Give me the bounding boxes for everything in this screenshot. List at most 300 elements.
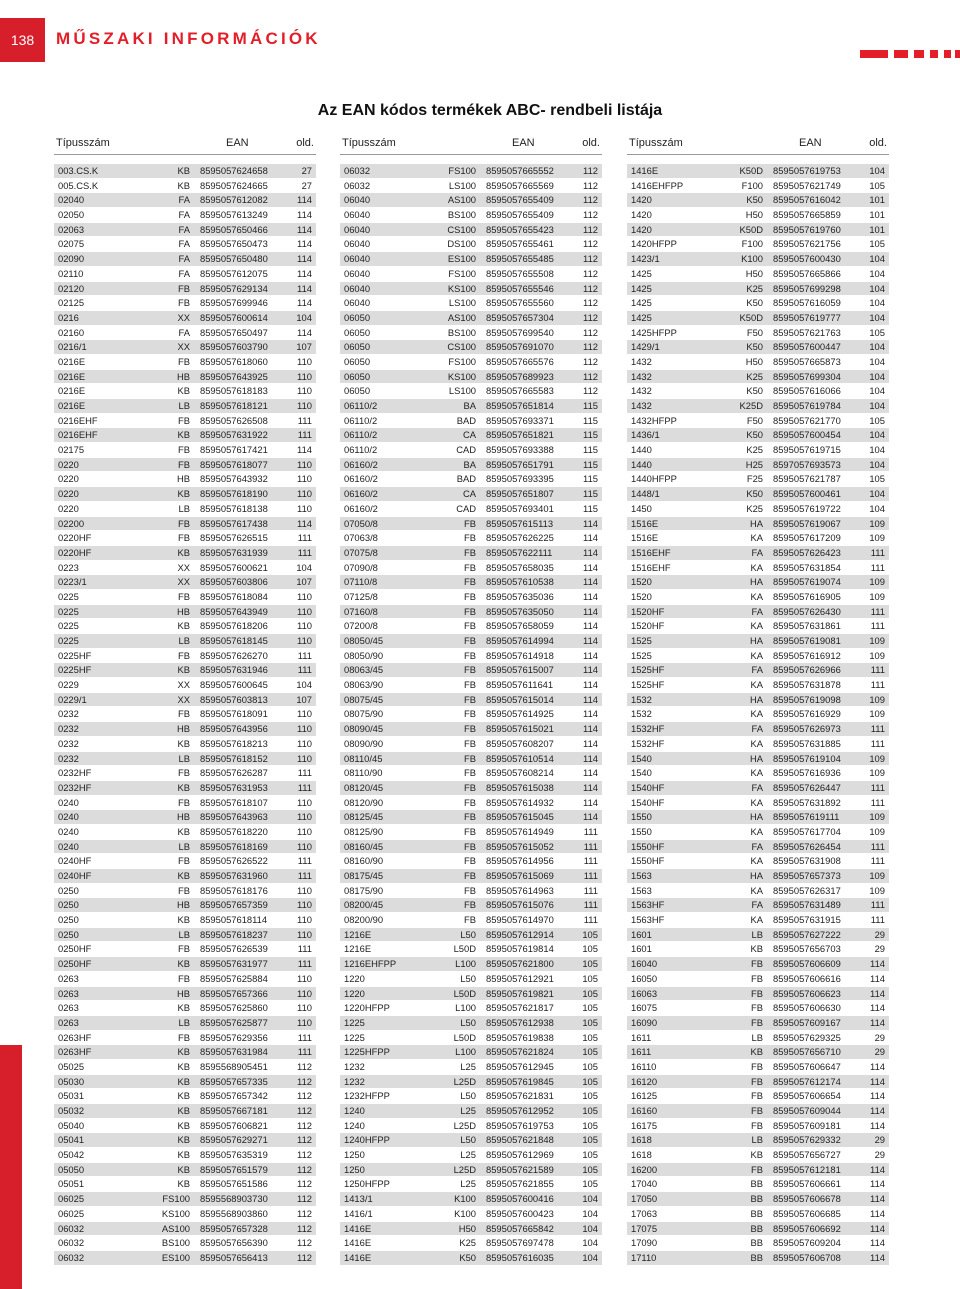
cell-old: 114	[870, 1193, 885, 1205]
cell-type: 1520HF	[631, 605, 665, 617]
cell-type: 1450	[631, 502, 652, 514]
table-row	[627, 942, 889, 957]
table-row	[54, 913, 316, 928]
cell-old: 111	[583, 870, 598, 881]
table-row	[340, 237, 602, 252]
cell-ean: 8595057606692	[773, 1222, 841, 1234]
cell-type: 07090/8	[344, 561, 378, 573]
cell-ean: 8595057618145	[200, 635, 268, 646]
cell-type: 1216E	[344, 943, 372, 955]
table-row	[340, 458, 602, 473]
cell-old: 111	[583, 914, 598, 926]
cell-old: 114	[297, 444, 312, 456]
cell-ean: 8595057612075	[200, 267, 268, 279]
cell-type: 0250HF	[58, 958, 92, 970]
cell-old: 111	[297, 649, 312, 661]
cell-type: 1220	[344, 987, 365, 999]
cell-ean: 8595057665859	[773, 209, 841, 221]
cell-code: FB	[464, 605, 476, 617]
cell-type: 1532	[631, 693, 652, 705]
cell-ean: 8595057600430	[773, 253, 841, 265]
cell-ean: 8595057635050	[486, 605, 554, 617]
cell-code: FB	[751, 987, 763, 999]
table-row	[54, 1045, 316, 1060]
table-row	[54, 311, 316, 326]
table-row	[54, 1060, 316, 1075]
cell-type: 0232HF	[58, 781, 92, 793]
cell-code: FB	[464, 884, 476, 896]
table-row	[340, 1192, 602, 1207]
cell-type: 02120	[58, 282, 85, 294]
cell-ean: 8595568903860	[200, 1207, 268, 1219]
cell-ean: 8595057619814	[486, 943, 554, 955]
cell-code: FB	[464, 649, 476, 661]
cell-old: 104	[869, 267, 885, 279]
cell-old: 112	[583, 385, 598, 397]
cell-ean: 8595057608207	[486, 737, 554, 749]
cell-code: BB	[750, 1237, 763, 1249]
cell-code: FB	[178, 297, 190, 309]
cell-type: 08110/45	[344, 752, 383, 764]
table-row	[340, 1089, 602, 1104]
table-row	[54, 619, 316, 634]
table-row	[340, 384, 602, 399]
cell-old: 105	[582, 943, 598, 955]
table-row	[627, 663, 889, 678]
cell-old: 114	[583, 737, 598, 749]
table-row	[54, 1163, 316, 1178]
cell-ean: 8595057621824	[486, 1046, 554, 1058]
cell-code: KA	[750, 737, 763, 749]
cell-old: 114	[870, 1119, 885, 1131]
cell-old: 104	[869, 253, 885, 265]
cell-type: 1550HF	[631, 840, 665, 852]
cell-code: FB	[751, 972, 763, 984]
header-type: Típusszám	[342, 137, 396, 149]
cell-old: 112	[583, 355, 598, 367]
table-row	[627, 311, 889, 326]
table-row	[54, 663, 316, 678]
cell-ean: 8595057615069	[486, 870, 554, 881]
cell-code: FB	[464, 796, 476, 808]
cell-old: 111	[583, 840, 598, 852]
cell-old: 107	[296, 341, 312, 353]
cell-old: 114	[583, 708, 598, 720]
cell-code: FA	[178, 209, 190, 221]
table-row	[627, 1075, 889, 1090]
table-row	[627, 561, 889, 576]
cell-ean: 8595057619753	[773, 165, 841, 176]
cell-code: L100	[455, 1046, 476, 1058]
cell-code: FB	[464, 664, 476, 676]
table-row	[340, 1075, 602, 1090]
cell-ean: 8595057619845	[486, 1075, 554, 1087]
cell-old: 105	[582, 1119, 598, 1131]
cell-ean: 8595057608214	[486, 767, 554, 779]
table-row	[627, 1016, 889, 1031]
table-row	[340, 825, 602, 840]
cell-old: 110	[297, 811, 312, 823]
table-row	[340, 884, 602, 899]
cell-type: 1532HF	[631, 737, 665, 749]
cell-ean: 8595057616929	[773, 708, 841, 720]
table-row	[627, 502, 889, 517]
table-row	[627, 340, 889, 355]
cell-ean: 8595057612082	[200, 194, 268, 206]
cell-ean: 8595057650473	[200, 238, 268, 250]
cell-code: KB	[750, 1046, 763, 1058]
cell-ean: 8595057615021	[486, 723, 554, 735]
cell-ean: 8595057614925	[486, 708, 554, 720]
cell-code: BS100	[447, 209, 476, 221]
cell-code: XX	[177, 561, 190, 573]
cell-code: HA	[749, 693, 763, 705]
table-row	[340, 678, 602, 693]
cell-ean: 8595057611641	[486, 679, 554, 691]
cell-type: 16050	[631, 972, 658, 984]
cell-ean: 8595057657366	[200, 987, 268, 999]
cell-code: BB	[750, 1178, 763, 1190]
cell-ean: 8595057621831	[486, 1090, 554, 1102]
cell-ean: 8595057618138	[200, 502, 268, 514]
cell-old: 112	[297, 1060, 312, 1072]
cell-ean: 8595057656703	[773, 943, 841, 955]
table-row	[340, 223, 602, 238]
cell-ean: 8595057693371	[486, 414, 554, 426]
cell-old: 110	[297, 840, 312, 852]
cell-ean: 8595057612969	[486, 1149, 554, 1161]
cell-type: 1425	[631, 267, 652, 279]
cell-code: KA	[750, 649, 763, 661]
table-row	[340, 796, 602, 811]
table-row	[627, 634, 889, 649]
cell-old: 104	[582, 1193, 598, 1205]
table-row	[54, 796, 316, 811]
cell-type: 08125/90	[344, 825, 384, 837]
cell-code: HA	[749, 811, 763, 823]
cell-ean: 8595057615052	[486, 840, 554, 852]
cell-old: 114	[583, 693, 598, 705]
cell-code: KB	[177, 488, 190, 500]
cell-type: 0216EHF	[58, 414, 98, 426]
cell-code: FB	[464, 840, 476, 852]
cell-type: 0216E	[58, 385, 86, 397]
cell-type: 07125/8	[344, 590, 378, 602]
table-row	[54, 370, 316, 385]
table-row	[340, 1236, 602, 1251]
cell-type: 1550HF	[631, 855, 665, 867]
cell-type: 1432	[631, 370, 652, 382]
table-row	[627, 296, 889, 311]
cell-code: LB	[751, 1134, 763, 1146]
cell-code: HB	[176, 370, 190, 382]
table-row	[627, 267, 889, 282]
cell-ean: 8595057697478	[486, 1237, 554, 1249]
cell-type: 06040	[344, 297, 371, 309]
table-row	[54, 737, 316, 752]
cell-type: 05031	[58, 1090, 85, 1102]
cell-ean: 8595057626508	[200, 414, 268, 426]
cell-code: LS100	[448, 385, 476, 397]
table-row	[54, 1192, 316, 1207]
cell-type: 1550	[631, 825, 652, 837]
table-row	[54, 384, 316, 399]
cell-type: 1240	[344, 1105, 365, 1116]
cell-old: 107	[296, 576, 312, 588]
table-row	[340, 840, 602, 855]
cell-ean: 8595057631939	[200, 546, 268, 558]
cell-old: 104	[296, 561, 312, 573]
cell-code: FA	[178, 267, 190, 279]
table-row	[627, 1207, 889, 1222]
cell-old: 111	[583, 899, 598, 911]
table-row	[340, 1251, 602, 1266]
cell-ean: 8595057618176	[200, 884, 268, 896]
cell-type: 1520HF	[631, 620, 665, 632]
cell-code: FB	[464, 561, 476, 573]
cell-ean: 8595057621855	[486, 1178, 554, 1190]
cell-ean: 8595057616905	[773, 590, 841, 602]
cell-type: 1540HF	[631, 781, 665, 793]
cell-code: FB	[464, 737, 476, 749]
cell-ean: 8595057600423	[486, 1207, 554, 1219]
cell-old: 110	[297, 488, 312, 500]
cell-ean: 8595057600416	[486, 1193, 554, 1205]
cell-ean: 8595057699298	[773, 282, 841, 294]
table-row	[54, 957, 316, 972]
cell-ean: 8595057618060	[200, 355, 268, 367]
cell-code: FB	[464, 914, 476, 926]
cell-ean: 8595057606630	[773, 1002, 841, 1014]
table-row	[54, 1119, 316, 1134]
cell-code: HA	[749, 517, 763, 529]
cell-ean: 8595057606647	[773, 1060, 841, 1072]
cell-code: L50	[460, 1090, 476, 1102]
table-row	[54, 487, 316, 502]
table-row	[54, 1104, 316, 1119]
cell-type: 16040	[631, 958, 658, 970]
cell-ean: 8595057612914	[486, 928, 554, 940]
cell-old: 109	[869, 517, 885, 529]
cell-code: HB	[176, 811, 190, 823]
cell-type: 1420	[631, 194, 652, 206]
cell-type: 1425HFPP	[631, 326, 677, 338]
cell-ean: 8595057656413	[200, 1251, 268, 1263]
cell-type: 0225	[58, 590, 79, 602]
cell-ean: 8595057656390	[200, 1237, 268, 1249]
cell-old: 104	[869, 502, 885, 514]
cell-code: FB	[751, 958, 763, 970]
cell-ean: 8595057655508	[486, 267, 554, 279]
table-row	[340, 957, 602, 972]
cell-old: 115	[583, 458, 598, 470]
cell-old: 111	[297, 767, 312, 779]
cell-ean: 8595057618084	[200, 590, 268, 602]
cell-code: FB	[178, 282, 190, 294]
cell-ean: 8595057618152	[200, 752, 268, 764]
table-row	[627, 252, 889, 267]
cell-old: 110	[297, 400, 312, 411]
cell-ean: 8595057619777	[773, 311, 841, 323]
cell-type: 0232	[58, 752, 79, 764]
cell-type: 1225	[344, 1016, 365, 1028]
cell-old: 105	[582, 1105, 598, 1116]
table-row	[627, 1104, 889, 1119]
cell-old: 109	[869, 649, 885, 661]
cell-ean: 8595057689923	[486, 370, 554, 382]
cell-ean: 8595057619838	[486, 1031, 554, 1043]
cell-type: 17040	[631, 1178, 658, 1190]
header-old: old.	[869, 137, 887, 149]
cell-code: LB	[178, 635, 190, 646]
cell-type: 1520	[631, 576, 652, 588]
cell-type: 06050	[344, 341, 371, 353]
cell-ean: 8595057616066	[773, 385, 841, 397]
cell-type: 1432	[631, 355, 652, 367]
cell-code: FS100	[448, 355, 476, 367]
cell-old: 115	[583, 400, 598, 411]
table-row	[627, 884, 889, 899]
table-row	[340, 619, 602, 634]
cell-old: 109	[869, 811, 885, 823]
table-row	[627, 737, 889, 752]
cell-old: 111	[870, 855, 885, 867]
cell-type: 08050/45	[344, 635, 384, 646]
cell-code: KB	[177, 1002, 190, 1014]
cell-ean: 8595057618213	[200, 737, 268, 749]
cell-old: 115	[583, 444, 598, 456]
cell-ean: 8595057609181	[773, 1119, 841, 1131]
table-row	[340, 355, 602, 370]
cell-old: 114	[870, 1178, 885, 1190]
cell-code: FA	[751, 723, 763, 735]
cell-ean: 8595057629271	[200, 1134, 268, 1146]
cell-old: 104	[869, 355, 885, 367]
cell-code: K50D	[739, 223, 763, 235]
cell-old: 114	[583, 752, 598, 764]
cell-ean: 8595057612921	[486, 972, 554, 984]
cell-old: 105	[582, 1060, 598, 1072]
cell-old: 114	[583, 517, 598, 529]
cell-type: 02040	[58, 194, 85, 206]
table-row	[627, 326, 889, 341]
cell-old: 112	[297, 1105, 312, 1116]
table-row	[340, 340, 602, 355]
cell-type: 0220HF	[58, 532, 92, 544]
cell-ean: 8595057619067	[773, 517, 841, 529]
cell-type: 08160/45	[344, 840, 384, 852]
cell-old: 105	[869, 238, 885, 250]
cell-code: KS100	[447, 282, 476, 294]
cell-ean: 8595057615076	[486, 899, 554, 911]
cell-old: 112	[583, 370, 598, 382]
table-row	[340, 472, 602, 487]
cell-ean: 8595057693388	[486, 444, 554, 456]
cell-code: KB	[177, 1090, 190, 1102]
cell-type: 0216E	[58, 400, 86, 411]
cell-code: K50	[746, 341, 763, 353]
cell-type: 0232HF	[58, 767, 92, 779]
cell-code: FB	[464, 811, 476, 823]
cell-old: 111	[870, 914, 885, 926]
cell-code: KB	[177, 781, 190, 793]
table-row	[54, 840, 316, 855]
cell-code: FB	[751, 1016, 763, 1028]
cell-code: BAD	[456, 473, 476, 485]
cell-ean: 8595057615014	[486, 693, 554, 705]
cell-ean: 8595057600614	[200, 311, 268, 323]
cell-code: K25	[746, 370, 763, 382]
cell-type: 02200	[58, 517, 85, 529]
cell-code: FA	[751, 840, 763, 852]
table-row	[627, 546, 889, 561]
cell-type: 16200	[631, 1163, 658, 1175]
header-old: old.	[296, 137, 314, 149]
cell-old: 104	[296, 311, 312, 323]
cell-type: 16090	[631, 1016, 658, 1028]
cell-type: 1216E	[344, 928, 372, 940]
cell-code: KB	[177, 1060, 190, 1072]
cell-ean: 8595057606609	[773, 958, 841, 970]
table-row	[54, 208, 316, 223]
cell-ean: 8595057635036	[486, 590, 554, 602]
table-row	[627, 987, 889, 1002]
cell-code: K25	[746, 444, 763, 456]
cell-type: 1416E	[344, 1222, 372, 1234]
cell-type: 1601	[631, 928, 652, 940]
cell-ean: 8595057603790	[200, 341, 268, 353]
cell-code: KB	[750, 943, 763, 955]
table-row	[54, 355, 316, 370]
cell-type: 0263	[58, 987, 79, 999]
table-row	[54, 869, 316, 884]
table-row	[54, 326, 316, 341]
cell-code: FB	[178, 855, 190, 867]
cell-code: L50	[460, 972, 476, 984]
cell-type: 1611	[631, 1046, 652, 1058]
cell-type: 06040	[344, 282, 371, 294]
cell-ean: 8595057621817	[486, 1002, 554, 1014]
cell-old: 114	[583, 532, 598, 544]
table-row	[54, 928, 316, 943]
cell-ean: 8595057655423	[486, 223, 554, 235]
cell-ean: 8595057606661	[773, 1178, 841, 1190]
table-row	[340, 296, 602, 311]
cell-ean: 8595057606821	[200, 1119, 268, 1131]
rows	[627, 164, 889, 1266]
table-row	[54, 1148, 316, 1163]
cell-type: 1448/1	[631, 488, 660, 500]
cell-old: 110	[297, 590, 312, 602]
cell-old: 114	[297, 253, 312, 265]
table-row	[340, 370, 602, 385]
cell-type: 0263HF	[58, 1031, 92, 1043]
cell-ean: 8595057600454	[773, 429, 841, 441]
cell-code: HB	[176, 899, 190, 911]
cell-code: FB	[464, 708, 476, 720]
table-row	[627, 193, 889, 208]
cell-ean: 8595057643925	[200, 370, 268, 382]
cell-old: 109	[869, 708, 885, 720]
cell-ean: 8595057619111	[773, 811, 840, 823]
table-row	[340, 605, 602, 620]
table-row	[627, 1031, 889, 1046]
cell-old: 110	[297, 796, 312, 808]
cell-type: 0223/1	[58, 576, 87, 588]
cell-ean: 8595057618190	[200, 488, 268, 500]
cell-code: KB	[177, 1134, 190, 1146]
table-row	[340, 737, 602, 752]
